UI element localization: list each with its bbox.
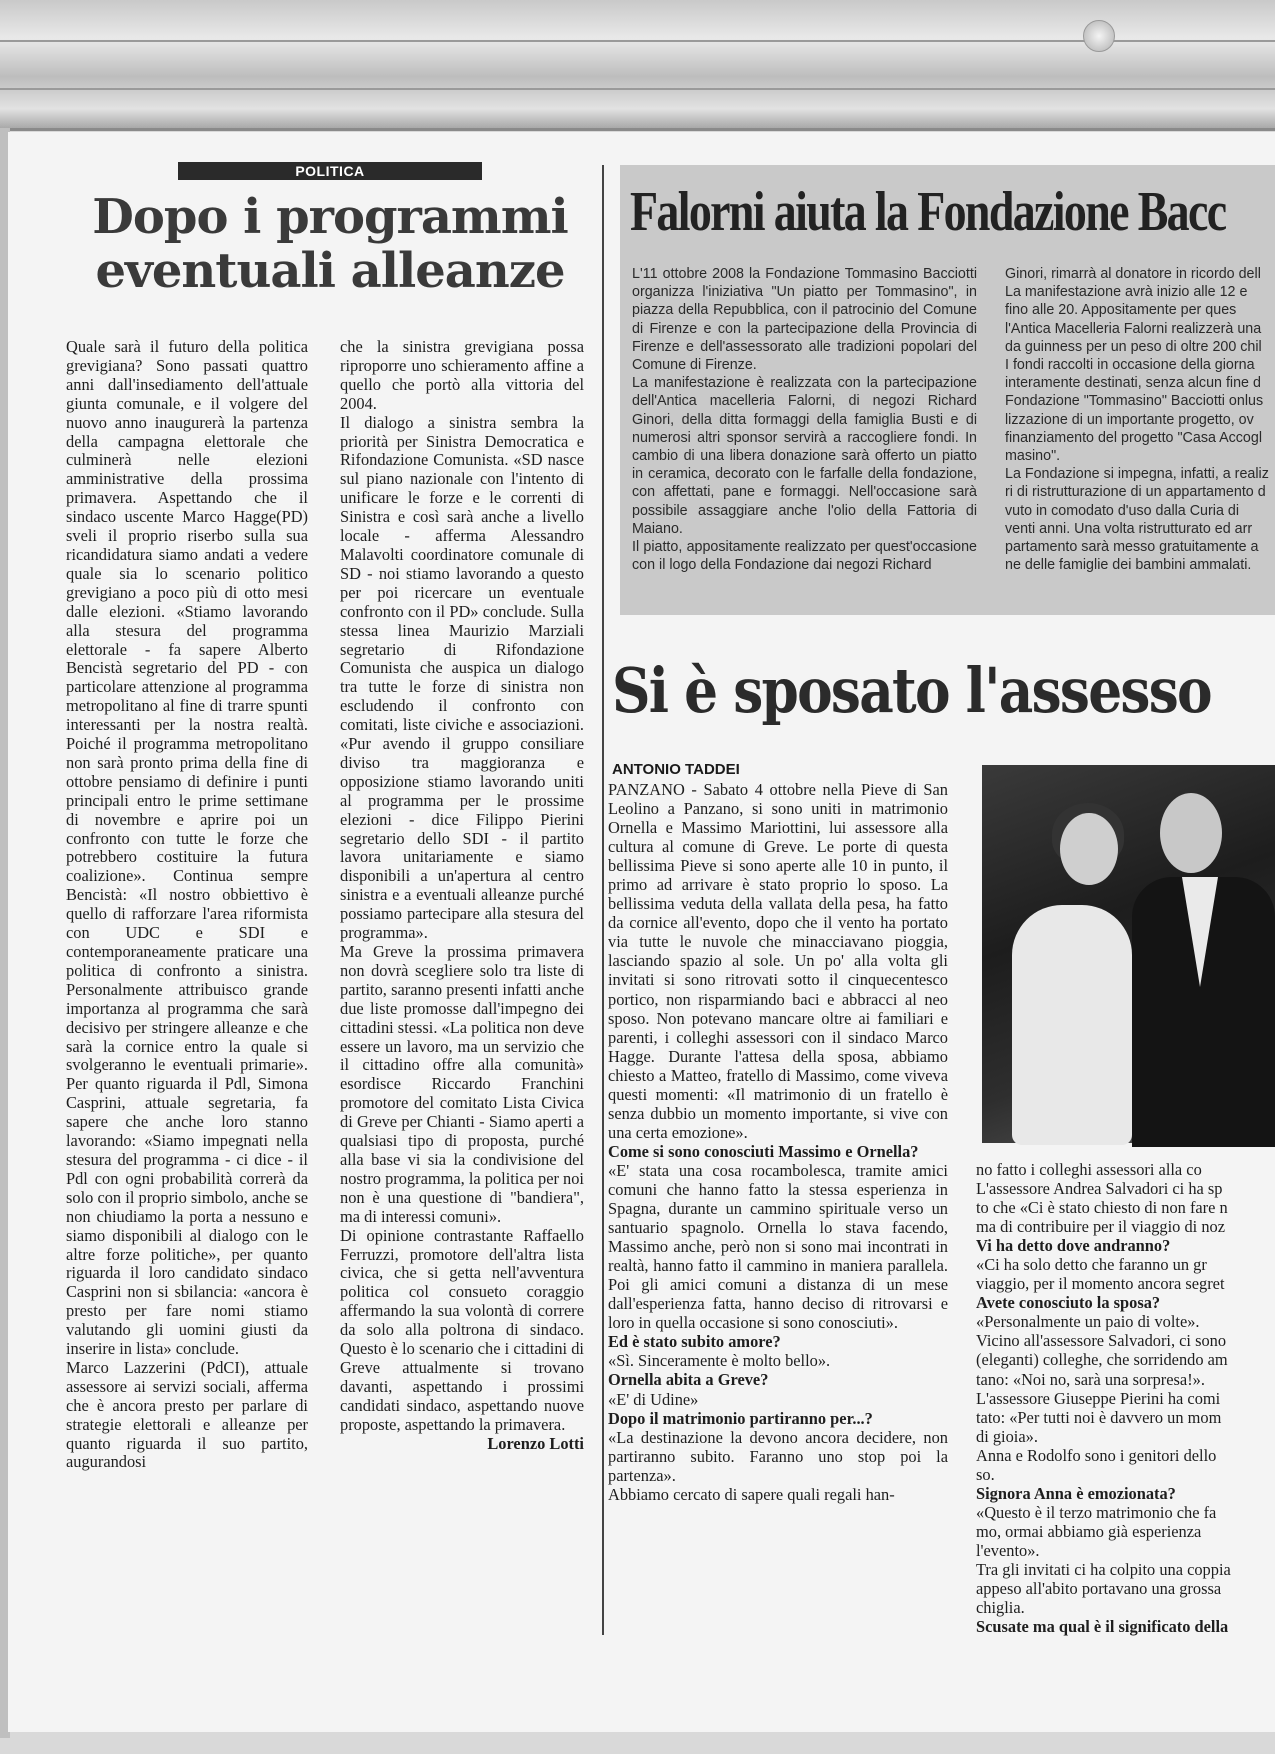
text-line: «Questo è il terzo matrimonio che fa [976,1502,1217,1522]
text-line: chiglia. [976,1598,1025,1618]
paragraph: Il piatto, appositamente realizzato per quest'occasione con il logo della Fondazione dai negozi Richard [632,539,977,574]
text-line: no fatto i colleghi assessori alla co [976,1160,1202,1179]
text-line: Vicino all'assessore Salvadori, ci sono [976,1331,1227,1351]
text-line: to che «Ci è stato chiesto di non fare n [976,1198,1228,1218]
falorni-column-2 [1005,265,1275,574]
paragraph: La manifestazione è realizzata con la partecipazione dell'Antica macelleria Falorni, di negozi Richard Ginori, della ditta formaggi della famiglia Busti e di numerosi altri sponsor servirà a raccogliere fondi. In cambio di una libera donazione sarà offerto un piatto in ceramica, decorato con le farfalle della fondazione, con affettati, pane e formaggi. Nell'occasione sarà possibile assaggiare anche l'olio della Fattoria di Maiano. [632,375,977,537]
paragraph: Abbiamo cercato di sapere quali regali han- [608,1484,895,1504]
text-line: mo, ormai abbiamo già esperienza [976,1521,1202,1541]
wedding-column-1 [608,780,948,1504]
paragraph: Ma Greve la prossima primavera non dovrà scegliere solo tra liste di partito, saranno presenti infatti anche due liste promosse dall'impegno dei cittadini stessi. «La politica non deve essere un lavoro, ma un servizio che il cittadino offre alla comunità» esordisce Riccardo Franchini promotore del comitato Lista Civica di Greve per Chianti - Siamo aperti a qualsiasi tipo di proposta, purché alla base vi sia la condivisione del nostro programma, la politica per noi non è una questione di "bandiera", ma di interessi comuni». [340,942,584,1226]
text-line: finanziamento del progetto "Casa Accogl [1005,429,1263,446]
text-line: interamente destinati, senza alcun fine d [1005,375,1261,392]
headline-politics: Dopo i programmi eventuali alleanze [92,189,568,299]
paragraph: «Sì. Sinceramente è molto bello». [608,1351,831,1371]
text-line: La manifestazione avrà inizio alle 12 e [1005,284,1248,301]
text-line: «Personalmente un paio di volte». [976,1312,1200,1332]
section-label: POLITICA [178,162,482,180]
falorni-column-1 [632,265,977,574]
text-line: «Ci ha solo detto che faranno un gr [976,1255,1207,1275]
column-divider [602,165,604,1635]
text-line: da guinness per un peso di oltre 200 chil [1005,338,1262,355]
text-line: Ginori, rimarrà al donatore in ricordo dell [1005,266,1261,282]
interview-question: Come si sono conosciuti Massimo e Ornella? [608,1141,919,1161]
text-line: masino". [1005,448,1061,465]
text-line: La Fondazione si impegna, infatti, a realiz [1005,466,1269,483]
paragraph: che la sinistra grevigiana possa riproporre uno schieramento affine a quello che portò alla vittoria del 2004. [340,337,584,413]
interview-question: Ed è stato subito amore? [608,1332,781,1352]
text-line: l'evento». [976,1540,1040,1560]
interview-question: Signora Anna è emozionata? [976,1483,1176,1503]
text-line: appeso all'abito portavano una grossa [976,1579,1222,1599]
text-line: L'assessore Giuseppe Pierini ha comi [976,1388,1221,1408]
paragraph: «E' di Udine» [608,1389,699,1409]
interview-question: Avete conosciuto la sposa? [976,1293,1161,1313]
paragraph: Quale sarà il futuro della politica grevigiana? Sono passati quattro anni dall'insediamento dell'attuale giunta comunale, e il volgere del nuovo anno inaugurerà la partenza della campagna elettorale che culminerà nelle elezioni amministrative della prossima primavera. Aspettando che il sindaco uscente Marco Hagge(PD) sveli il proprio riserbo sulla sua ricandidatura siamo andati a vedere quale sia lo scenario politico grevigiano a poco più di otto mesi dalle elezioni. «Stiamo lavorando alla stesura del programma elettorale - fa sapere Alberto Bencistà segretario del PD - con particolare attenzione al programma metropolitano al fine di trarre spunti interessanti per la nostra realtà. Poiché il programma metropolitano non sarà pronto prima della fine di ottobre pensiamo di definire i punti principali entro le prime settimane di novembre e aprire poi un confronto con tutte le forze che potrebbero costituire la futura coalizione». Continua sempre Bencistà: «Il nostro obbiettivo è quello di rafforzare l'area riformista con UDC e SDI e contemporaneamente praticare una politica di confronto a sinistra. Personalmente attribuisco grande importanza al programma che sarà decisivo per stringere alleanze e che sarà la cornice entro la quale si svolgeranno le eventuali primarie». Per quanto riguarda il Pdl, Simona Casprini, attuale segretaria, fa sapere che anche loro stanno lavorando: «Siamo impegnati nella stesura del programma - ci dice - il Pdl con ogni probabilità correrà da solo con il proprio simbolo, anche se non chiudiamo la porta a nessuno e siamo disponibili al dialogo con le altre forze politiche», per quanto riguarda il loro candidato sindaco Casprini non si sbilancia: «ancora è presto per fare nomi stiamo valutando gli uomini giusti da inserire in lista» conclude. [66,337,308,1359]
text-line: tato: «Per tutti noi è davvero un mom [976,1407,1222,1427]
text-line: venti anni. Una volta ristrutturato ed arr [1005,520,1253,537]
text-line: di gioia». [976,1426,1038,1446]
scanner-edge [0,0,1275,131]
byline: Lorenzo Lotti [487,1433,584,1453]
paragraph: PANZANO - Sabato 4 ottobre nella Pieve di San Leolino a Panzano, si sono uniti in matrimonio Ornella e Massimo Mariottini, lui assessore alla cultura al comune di Greve. Le porte di questa bellissima Pieve si sono aperte alle 10 in punto, il primo ad arrivare è stato proprio lo sposo. La bellissima veduta della vallata della pesa, ha fatto da cornice all'evento, dopo che il vento ha portato via tutte le nuvole che minacciavano pioggia, lasciando spazio al sole. Un po' alla volta gli invitati si sono ritrovati sotto il cinquecentesco portico, non risparmiando baci e abbracci al neo sposo. Non potevano mancare oltre ai familiari e parenti, i colleghi assessori con il sindaco Marco Hagge. Durante l'attesa della sposa, abbiamo chiesto a Matteo, fratello di Massimo, come viveva questi momenti: «Il matrimonio di un fratello è senza dubbio un momento importante, si vive con una certa emozione». [608,780,948,1142]
paragraph: Marco Lazzerini (PdCI), attuale assessore ai servizi sociali, afferma che è ancora presto per parlare di strategie elettorali e alleanze per quanto riguarda il suo partito, augurandosi [66,1357,308,1472]
text-line: I fondi raccolti in occasione della giorna [1005,357,1255,374]
text-line: ne delle famiglie dei bambini ammalati. [1005,557,1252,574]
text-line: Anna e Rodolfo sono i genitori dello [976,1445,1217,1465]
paragraph: «E' stata una cosa rocambolesca, tramite amici comuni che hanno fatto la stessa esperienza in Spagna, durante un cammino spirituale verso un santuario spagnolo. Ornella lo stava facendo, Massimo anche, però non si sono mai incontrati in realtà, hanno fatto il cammino in maniera parallela. Poi gli amici comuni a distanza di un mese dall'esperienza fatta, hanno deciso di ritrovarsi e loro in quella occasione si sono conosciuti». [608,1160,948,1333]
paragraph: Il dialogo a sinistra sembra la priorità per Sinistra Democratica e Rifondazione Comunista. «SD nasce sul piano nazionale con l'intento di unificare le forze e le correnti di Sinistra e così sarà anche a livello locale - afferma Alessandro Malavolti coordinatore comunale di SD - noi stiamo lavorando a questo per poi ricercare un eventuale confronto con il PD» conclude. Sulla stessa linea Maurizio Marziali segretario di Rifondazione Comunista che auspica un dialogo tra tutte le forze di sinistra non escludendo il confronto con comitati, liste civiche e associazioni. «Pur avendo il gruppo consiliare diviso tra maggioranza e opposizione stiamo lavorando uniti al programma per le prossime elezioni - dice Filippo Pierini segretario dello SDI - il partito lavora unitariamente e siamo disponibili a un'apertura al centro sinistra e a eventuali alleanze purché possiamo partecipare alla stesura del programma». [340,412,584,943]
paragraph: L'11 ottobre 2008 la Fondazione Tommasino Bacciotti organizza l'iniziativa "Un piatto per Tommasino", in piazza della Repubblica, con il patrocinio del Comune di Firenze e con la partecipazione della Provincia di Firenze e dell'assessorato alle tradizioni popolari del Comune di Firenze. [632,266,977,374]
wedding-photo [982,765,1275,1143]
text-line: Fondazione "Tommasino" Bacciotti onlus [1005,393,1264,410]
text-line: L'assessore Andrea Salvadori ci ha sp [976,1179,1223,1199]
text-line: fino alle 20. Appositamente per ques [1005,302,1237,319]
text-line: ri di ristrutturazione di un appartamento d [1005,484,1266,501]
text-line: ma di contribuire per il viaggio di noz [976,1217,1225,1237]
text-line: vuto in comodato d'uso dalla Curia di [1005,502,1239,519]
author: ANTONIO TADDEI [612,761,740,778]
text-line: so. [976,1464,995,1484]
interview-question: Vi ha detto dove andranno? [976,1236,1171,1256]
interview-question: Dopo il matrimonio partiranno per...? [608,1408,873,1428]
politics-column-2 [340,338,584,1453]
text-line: partamento sarà messo gratuitamente a [1005,539,1259,556]
text-line: l'Antica Macelleria Falorni realizzerà una [1005,320,1262,337]
scanner-knob-icon [1083,20,1115,52]
paragraph: Di opinione contrastante Raffaello Ferruzzi, promotore dell'altra lista civica, che si getta nell'avventura politica col consueto coraggio affermando la sua volontà di correre da solo alla poltrona di sindaco. Questo è lo scenario che i cittadini di Greve attualmente si trovano davanti, aspettando i prossimi candidati sindaco, aspettando nuove proposte, aspettando la primavera. [340,1225,584,1434]
text-line: lizzazione di un importante progetto, ov [1005,411,1254,428]
text-line: viaggio, per il momento ancora segret [976,1274,1225,1294]
interview-question: Ornella abita a Greve? [608,1370,769,1390]
text-line: tano: «Noi no, sarà una sorpresa!». [976,1369,1205,1389]
paragraph: «La destinazione la devono ancora decidere, non partiranno subito. Faranno uno stop poi la partenza». [608,1427,948,1485]
wedding-column-2 [976,1160,1275,1636]
text-line: Tra gli invitati ci ha colpito una coppia [976,1559,1231,1579]
headline-falorni: Falorni aiuta la Fondazione Bacc [630,181,1226,243]
text-line: (eleganti) colleghe, che sorridendo am [976,1350,1228,1370]
interview-question: Scusate ma qual è il significato della [976,1617,1229,1637]
politics-column-1 [66,338,308,1472]
headline-wedding: Si è sposato l'assesso [612,654,1211,727]
